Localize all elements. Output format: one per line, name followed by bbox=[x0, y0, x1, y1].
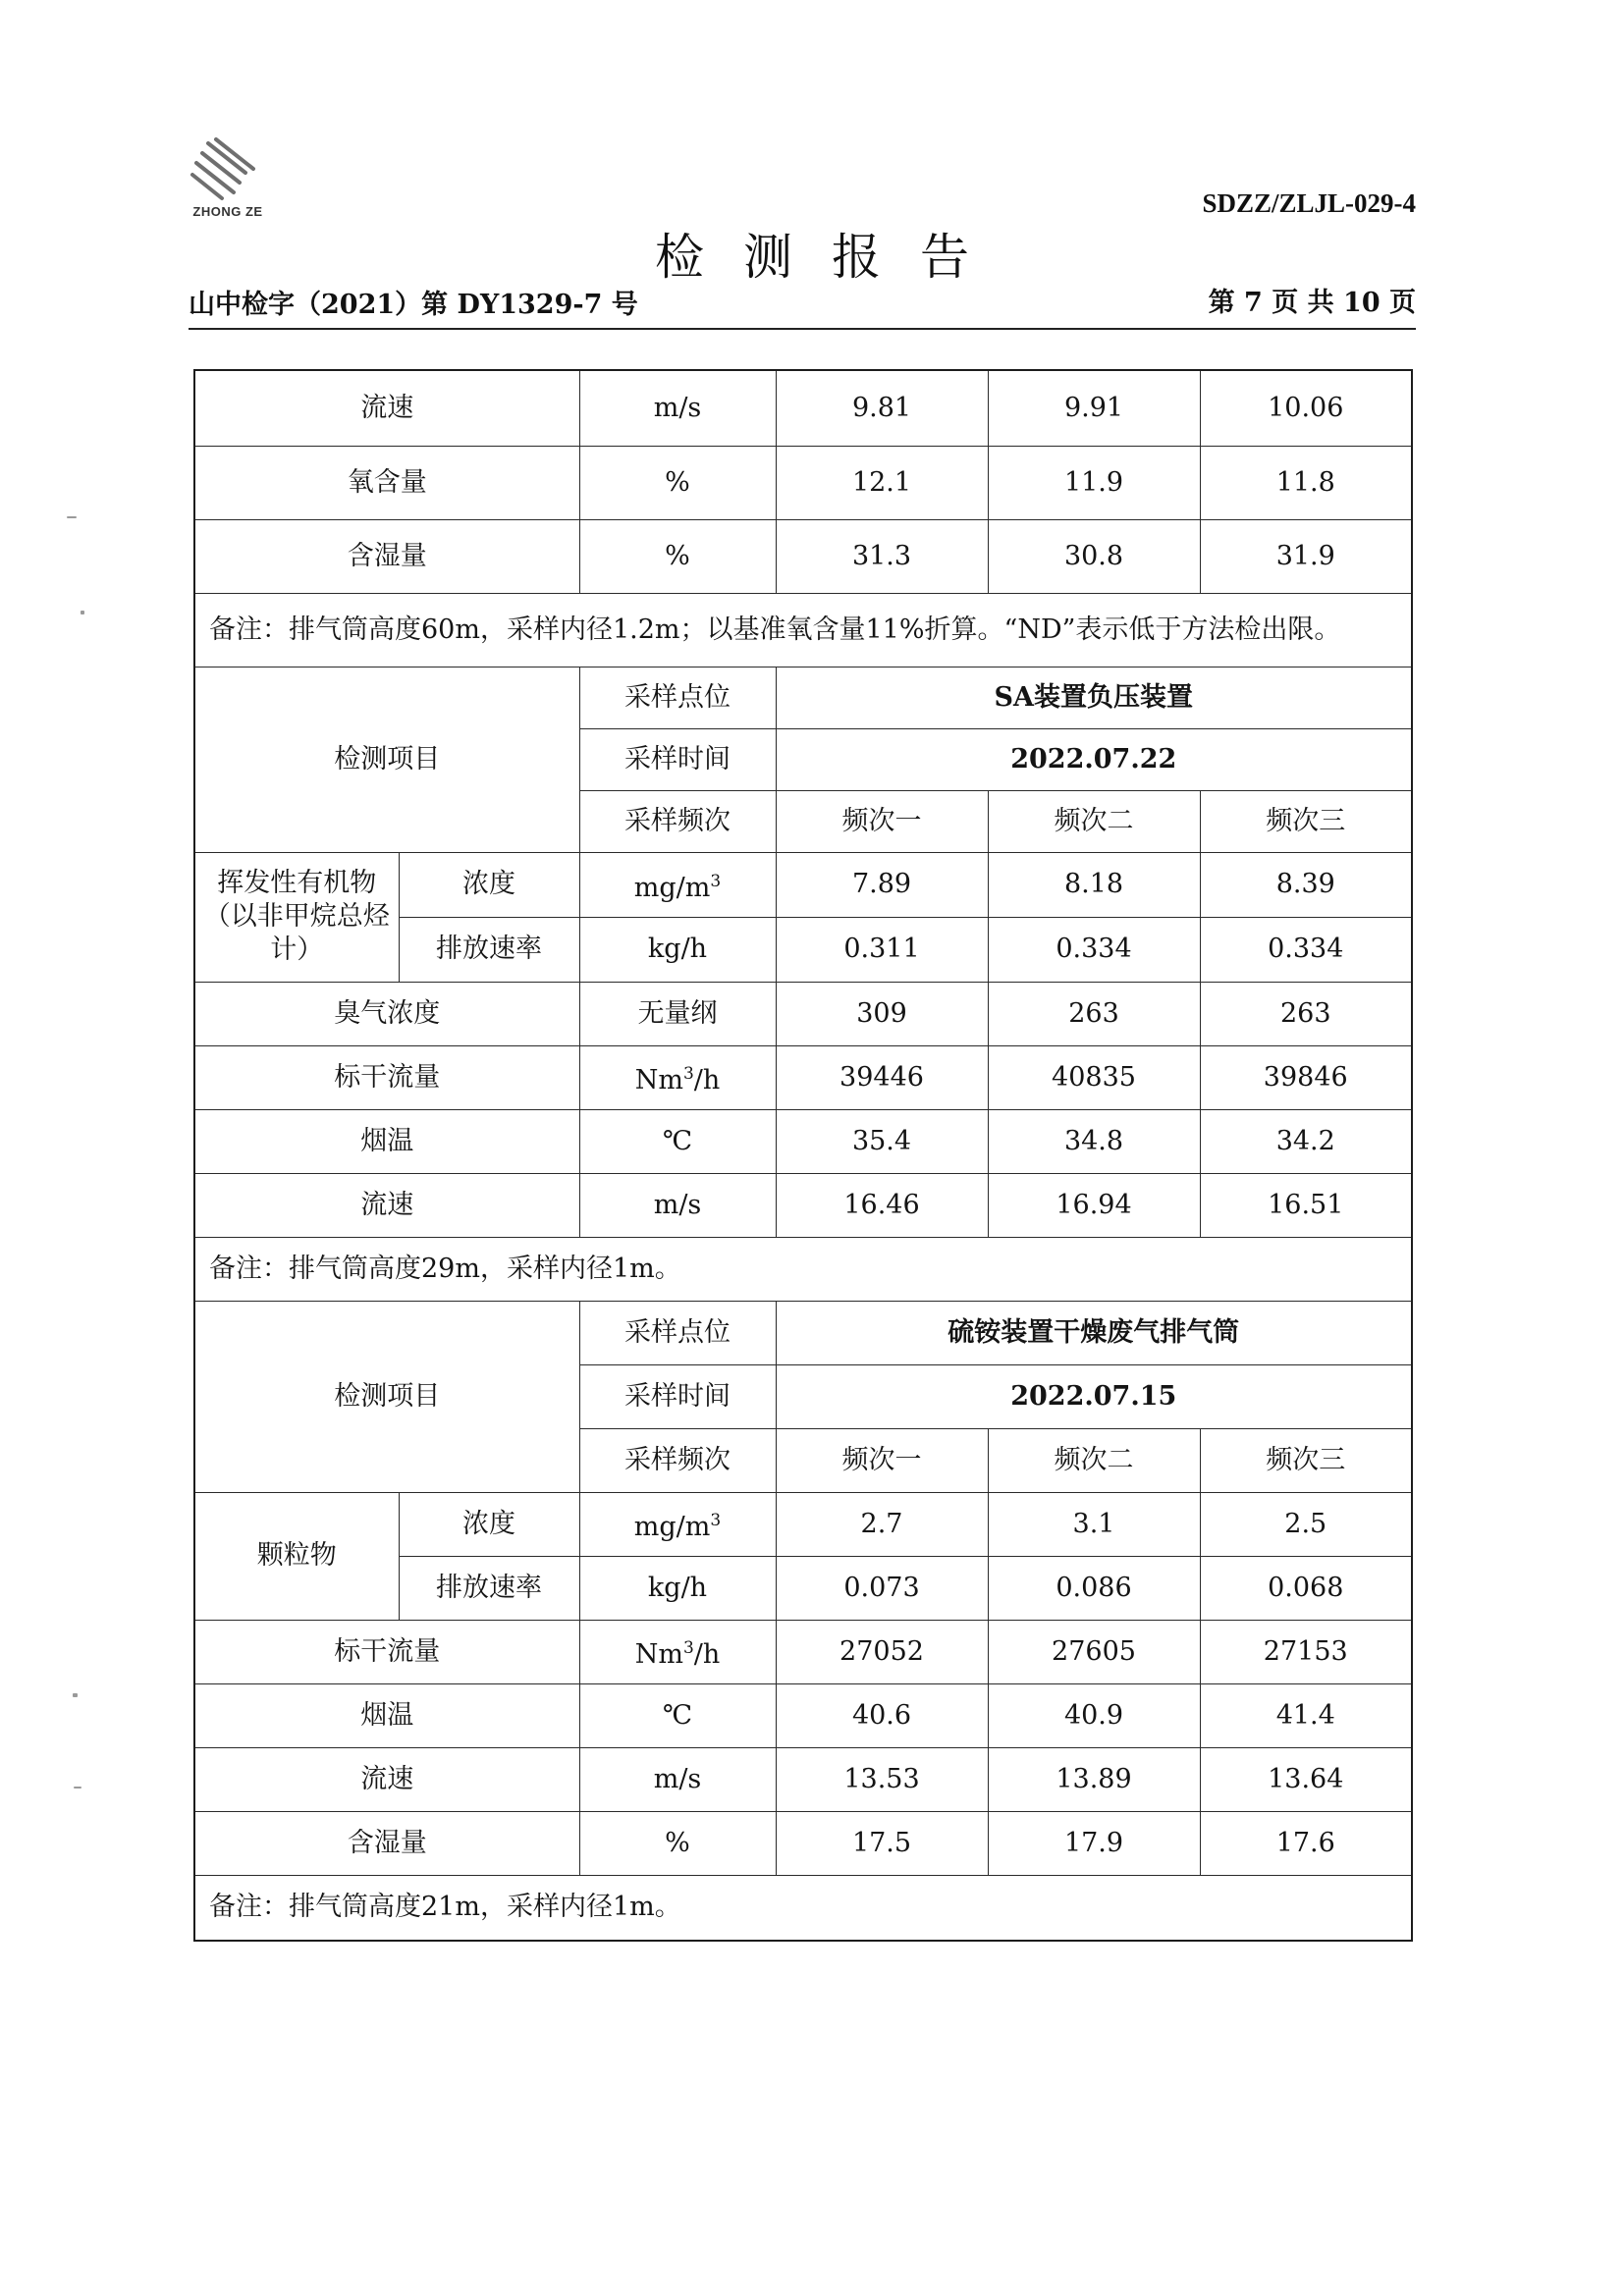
unit-cell: m/s bbox=[579, 1173, 776, 1237]
value-cell: 0.334 bbox=[1200, 917, 1412, 982]
item-cell: 氧含量 bbox=[194, 446, 579, 519]
value-cell: 27052 bbox=[776, 1620, 988, 1683]
table-row bbox=[194, 1683, 1412, 1747]
unit-cell bbox=[579, 1045, 776, 1109]
sub-item-cell: 浓度 bbox=[399, 1492, 579, 1556]
item-cell: 臭气浓度 bbox=[194, 982, 579, 1045]
company-logo bbox=[189, 135, 267, 229]
value-cell: 27605 bbox=[988, 1620, 1200, 1683]
unit-cell: % bbox=[579, 519, 776, 593]
sampling-date: 2022.07.15 bbox=[776, 1364, 1412, 1428]
value-cell: 0.073 bbox=[776, 1556, 988, 1620]
unit-text: mg/m bbox=[633, 872, 711, 903]
item-header: 检测项目 bbox=[194, 667, 579, 852]
value-cell: 0.311 bbox=[776, 917, 988, 982]
table-row bbox=[194, 1811, 1412, 1875]
value-cell: 17.9 bbox=[988, 1811, 1200, 1875]
label-cell: 采样时间 bbox=[579, 1364, 776, 1428]
label-cell: 采样频次 bbox=[579, 1428, 776, 1492]
table-row bbox=[194, 1492, 1412, 1556]
freq-header: 频次三 bbox=[1200, 1428, 1412, 1492]
item-cell: 烟温 bbox=[194, 1109, 579, 1173]
value-cell: 39446 bbox=[776, 1045, 988, 1109]
table-row bbox=[194, 667, 1412, 728]
value-cell: 16.46 bbox=[776, 1173, 988, 1237]
document-code: SDZZ/ZLJL-029-4 bbox=[1202, 188, 1416, 218]
voc-name: 挥发性有机物（以非甲烷总烃计） bbox=[194, 852, 399, 982]
item-cell: 流速 bbox=[194, 1173, 579, 1237]
unit-superscript: 3 bbox=[710, 1511, 722, 1530]
table-row bbox=[194, 446, 1412, 519]
value-cell: 309 bbox=[776, 982, 988, 1045]
value-cell: 40835 bbox=[988, 1045, 1200, 1109]
sub-item-cell: 浓度 bbox=[399, 852, 579, 917]
value-cell: 8.39 bbox=[1200, 852, 1412, 917]
unit-text: mg/m bbox=[633, 1512, 711, 1542]
value-cell: 12.1 bbox=[776, 446, 988, 519]
value-cell: 0.086 bbox=[988, 1556, 1200, 1620]
label-cell: 采样点位 bbox=[579, 667, 776, 728]
value-cell: 9.81 bbox=[776, 370, 988, 446]
value-cell: 13.53 bbox=[776, 1747, 988, 1811]
item-cell: 含湿量 bbox=[194, 1811, 579, 1875]
label-cell: 采样时间 bbox=[579, 728, 776, 790]
item-cell: 流速 bbox=[194, 1747, 579, 1811]
table-row bbox=[194, 519, 1412, 593]
unit-cell: % bbox=[579, 1811, 776, 1875]
report-number: 山中检字（2021）第 DY1329-7 号 bbox=[189, 290, 638, 320]
table-row bbox=[194, 370, 1412, 446]
sub-item-cell: 排放速率 bbox=[399, 1556, 579, 1620]
unit-superscript: 3 bbox=[682, 1638, 694, 1658]
item-cell: 标干流量 bbox=[194, 1620, 579, 1683]
item-cell: 标干流量 bbox=[194, 1045, 579, 1109]
sub-item-cell: 排放速率 bbox=[399, 917, 579, 982]
value-cell: 40.6 bbox=[776, 1683, 988, 1747]
sampling-point: 硫铵装置干燥废气排气筒 bbox=[776, 1301, 1412, 1364]
value-cell: 41.4 bbox=[1200, 1683, 1412, 1747]
value-cell: 0.068 bbox=[1200, 1556, 1412, 1620]
sampling-point: SA装置负压装置 bbox=[776, 667, 1412, 728]
table-row bbox=[194, 1747, 1412, 1811]
value-cell: 39846 bbox=[1200, 1045, 1412, 1109]
value-cell: 17.5 bbox=[776, 1811, 988, 1875]
page-title: 检测报告 bbox=[655, 229, 1008, 286]
unit-cell: m/s bbox=[579, 1747, 776, 1811]
scan-speck bbox=[74, 1787, 81, 1789]
label-cell: 采样频次 bbox=[579, 790, 776, 852]
freq-header: 频次三 bbox=[1200, 790, 1412, 852]
value-cell: 13.89 bbox=[988, 1747, 1200, 1811]
unit-cell: % bbox=[579, 446, 776, 519]
freq-header: 频次二 bbox=[988, 790, 1200, 852]
unit-cell: kg/h bbox=[579, 917, 776, 982]
unit-superscript: 3 bbox=[710, 871, 722, 891]
table-row bbox=[194, 1620, 1412, 1683]
unit-cell: ℃ bbox=[579, 1683, 776, 1747]
scan-speck bbox=[73, 1693, 78, 1697]
value-cell: 31.3 bbox=[776, 519, 988, 593]
unit-cell: ℃ bbox=[579, 1109, 776, 1173]
freq-header: 频次二 bbox=[988, 1428, 1200, 1492]
value-cell: 9.91 bbox=[988, 370, 1200, 446]
item-header: 检测项目 bbox=[194, 1301, 579, 1492]
value-cell: 16.94 bbox=[988, 1173, 1200, 1237]
note-row bbox=[194, 593, 1412, 667]
unit-cell: 无量纲 bbox=[579, 982, 776, 1045]
table-row bbox=[194, 982, 1412, 1045]
item-cell: 流速 bbox=[194, 370, 579, 446]
value-cell: 11.8 bbox=[1200, 446, 1412, 519]
unit-cell: kg/h bbox=[579, 1556, 776, 1620]
value-cell: 16.51 bbox=[1200, 1173, 1412, 1237]
table-row bbox=[194, 852, 1412, 917]
table-row bbox=[194, 1045, 1412, 1109]
value-cell: 30.8 bbox=[988, 519, 1200, 593]
report-table bbox=[193, 369, 1413, 1942]
value-cell: 35.4 bbox=[776, 1109, 988, 1173]
value-cell: 8.18 bbox=[988, 852, 1200, 917]
value-cell: 40.9 bbox=[988, 1683, 1200, 1747]
sampling-date: 2022.07.22 bbox=[776, 728, 1412, 790]
scan-speck bbox=[67, 516, 77, 518]
table-row bbox=[194, 1173, 1412, 1237]
value-cell: 3.1 bbox=[988, 1492, 1200, 1556]
unit-cell bbox=[579, 1492, 776, 1556]
value-cell: 263 bbox=[1200, 982, 1412, 1045]
value-cell: 7.89 bbox=[776, 852, 988, 917]
value-cell: 31.9 bbox=[1200, 519, 1412, 593]
item-cell: 烟温 bbox=[194, 1683, 579, 1747]
remark-text: 备注：排气筒高度29m，采样内径1m。 bbox=[194, 1237, 1412, 1301]
note-row bbox=[194, 1237, 1412, 1301]
value-cell: 27153 bbox=[1200, 1620, 1412, 1683]
freq-header: 频次一 bbox=[776, 790, 988, 852]
value-cell: 263 bbox=[988, 982, 1200, 1045]
value-cell: 0.334 bbox=[988, 917, 1200, 982]
value-cell: 10.06 bbox=[1200, 370, 1412, 446]
unit-cell bbox=[579, 1620, 776, 1683]
unit-cell bbox=[579, 852, 776, 917]
unit-text: Nm bbox=[634, 1639, 683, 1670]
table-row bbox=[194, 1301, 1412, 1364]
header-divider bbox=[189, 328, 1416, 330]
unit-superscript: 3 bbox=[682, 1064, 694, 1084]
unit-text: /h bbox=[693, 1065, 721, 1095]
value-cell: 34.2 bbox=[1200, 1109, 1412, 1173]
pm-name: 颗粒物 bbox=[194, 1492, 399, 1620]
table-row bbox=[194, 1109, 1412, 1173]
unit-cell: m/s bbox=[579, 370, 776, 446]
note-row bbox=[194, 1875, 1412, 1941]
unit-text: /h bbox=[693, 1639, 721, 1670]
item-cell: 含湿量 bbox=[194, 519, 579, 593]
label-cell: 采样点位 bbox=[579, 1301, 776, 1364]
value-cell: 34.8 bbox=[988, 1109, 1200, 1173]
unit-text: Nm bbox=[634, 1065, 683, 1095]
value-cell: 2.5 bbox=[1200, 1492, 1412, 1556]
remark-text: 备注：排气筒高度21m，采样内径1m。 bbox=[194, 1875, 1412, 1941]
value-cell: 11.9 bbox=[988, 446, 1200, 519]
logo-wordmark: ZHONG ZE bbox=[192, 204, 263, 219]
value-cell: 13.64 bbox=[1200, 1747, 1412, 1811]
scan-speck bbox=[81, 611, 84, 614]
logo-stripes-icon bbox=[189, 135, 267, 204]
value-cell: 17.6 bbox=[1200, 1811, 1412, 1875]
value-cell: 2.7 bbox=[776, 1492, 988, 1556]
remark-text: 备注：排气筒高度60m，采样内径1.2m；以基准氧含量11%折算。“ND”表示低于方法检出限。 bbox=[194, 593, 1412, 667]
page-number: 第 7 页 共 10 页 bbox=[1208, 288, 1416, 318]
freq-header: 频次一 bbox=[776, 1428, 988, 1492]
